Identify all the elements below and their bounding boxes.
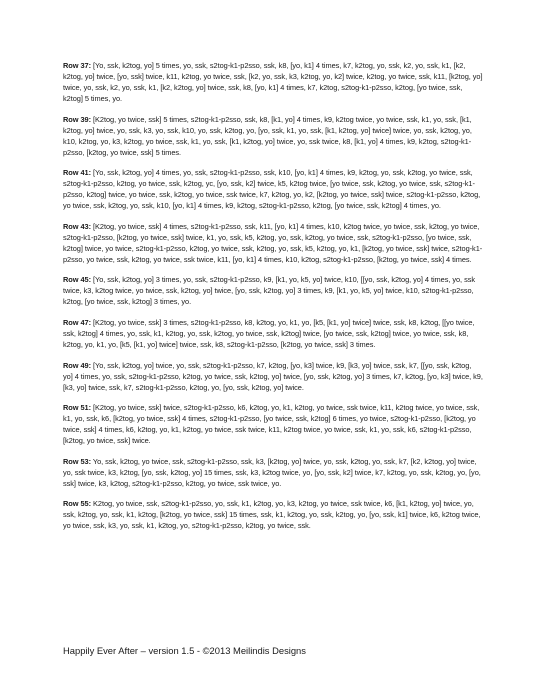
row-label: Row 47: [63, 317, 91, 327]
row-text: [Yo, ssk, k2tog, yo] 4 times, yo, ssk, s2tog-k1-p2sso, ssk, k10, [yo, k1] 4 times, k9, k2tog, yo, ssk, k2tog, yo twice, ssk, s2tog-k1-p2sso, k2tog, yo twice, ssk, k2tog, yc, [yo, ssk, k2] twice, k5, k2tog twice, [yo twice, ssk, k2tog, yo twice, ssk, s2tog-k1-p2sso, k2tog] twice, yo twice, ssk, k2tog, yo twice, ssk twice, k7, k2tog, yo, k2, [k2tog, yo twice, ssk] twice, s2tog-k1-p2sso, k2tog, yo twice, ssk, k2tog, yo, ssk, k10, [yo, k1] 4 times, k9, k2tog, s2tog-k1-p2sso, k2tog, [yo twice, ssk, k2tog] 4 times, yo. [63, 168, 481, 211]
row-text: [K2tog, yo twice, ssk] 3 times, s2tog-k1-p2sso, k8, k2tog, yo, k1, yo, [k5, [k1, yo] twice] twice, ssk, k8, k2tog, [[yo twice, ssk, k2tog] 4 times, yo, ssk, k1, k2tog, yo, ssk, k2tog, yo twice, ssk, k2tog] twice, [yo twice, ssk, k2tog] twice, yo twice, ssk, k8, k2tog, yo, k1, yo, [k5, [k1, yo] twice] twice, ssk, k8, s2tog-k1-p2sso, [k2tog, yo twice, ssk] 3 times. [63, 317, 475, 349]
row-label: Row 39: [63, 114, 91, 124]
pattern-row [63, 317, 483, 350]
pattern-row [63, 221, 483, 265]
row-text: [K2tog, yo twice, ssk] 4 times, s2tog-k1-p2sso, ssk, k11, [yo, k1] 4 times, k10, k2tog twice, yo twice, ssk, k2tog, yo twice, s2tog-k1-p2sso, [k2tog, yo twice, ssk] twice, k1, yo, ssk, k5, k2tog, yo, ssk, k2tog, yo twice, ssk, s2tog-k1-p2sso, [yo twice, ssk, k2tog] twice, yo twice, s2tog-k1-p2sso, k2tog, yo twice, ssk, k2tog, yo, ssk, k5, k2tog, yo, k1, [k2tog, yo twice, ssk] twice, s2tog-k1-p2sso, yo twice, ssk, k2tog, yo twice, ssk twice, k11, [yo, k1] 4 times, k10, k2tog, s2tog-k1-p2sso, [k2tog, yo twice, ssk] 4 times. [63, 221, 483, 264]
row-text: [K2tog, yo twice, ssk] twice, s2tog-k1-p2sso, k6, k2tog, yo, k1, k2tog, yo twice, ssk twice, k11, k2tog twice, yo twice, ssk, k1, yo, ssk, k6, [k2tog, yo twice, ssk] 4 times, s2tog-k1-p2sso, [yo twice, ssk, k2tog] 6 times, yo twice, s2tog-k1-p2sso, [k2tog, yo twice, ssk] 4 times, k6, k2tog, yo, k1, k2tog, yo twice, ssk twice, k11, k2tog twice, yo twice, ssk, k1, yo, ssk, k6, s2tog-k1-p2sso, [k2tog, yo twice, ssk] twice. [63, 403, 480, 446]
row-text: K2tog, yo twice, ssk, s2tog-k1-p2sso, yo, ssk, k1, k2tog, yo, k3, k2tog, yo twice, ssk twice, k6, [k1, k2tog, yo] twice, yo, ssk, k2tog, yo, ssk, k1, k2tog, [k2tog, yo twice, ssk] 15 times, ssk, k1, k2tog, yo, ssk, k2tog, yo, [yo, ssk, k1] twice, k6, k2tog twice, yo twice, ssk, k3, yo, ssk, k1, k2tog, yo, s2tog-k1-p2sso, k2tog, yo twice, ssk. [63, 499, 481, 531]
row-label: Row 43: [63, 221, 91, 231]
pattern-row [63, 114, 483, 158]
row-text: [Yo, ssk, k2tog, yo] 5 times, yo, ssk, s2tog-k1-p2sso, ssk, k8, [yo, k1] 4 times, k7, k2tog, yo, ssk, k2, yo, ssk, k1, [k2, k2tog, yo] twice, [yo, ssk] twice, k11, k2tog, yo twice, ssk, [k2, yo, ssk, k3, k2tog, yo, k2] twice, k2tog, yo twice, ssk, k11, [k2tog, yo] twice, yo, ssk, k2, yo, ssk, k1, [k2, k2tog, yo] twice, ssk, k8, [yo, k1] 4 times, k7, k2tog, s2tog-k1-p2sso, k2tog, [yo twice, ssk, k2tog] 5 times, yo. [63, 61, 483, 103]
row-label: Row 49: [63, 360, 91, 370]
row-label: Row 41: [63, 168, 91, 178]
pattern-row [63, 274, 483, 307]
row-label: Row 53: [63, 456, 91, 466]
row-text: [Yo, ssk, k2tog, yo] twice, yo, ssk, s2tog-k1-p2sso, k7, k2tog, [yo, k3] twice, k9, [k3, yo] twice, ssk, k7, [[yo, ssk, k2tog, yo] 4 times, yo, ssk, s2tog-k1-p2sso, k2tog, yo twice, ssk, k2tog, yo] twice, [yo, ssk, k2tog, yo] 3 times, k7, k2tog, [yo, k3] twice, k9, [k3, yo] twice, ssk, k7, s2tog-k1-p2sso, k2tog, yo, [yo, ssk, k2tog, yo] twice. [63, 360, 483, 392]
pattern-row [63, 360, 483, 393]
row-text: Yo, ssk, k2tog, yo twice, ssk, s2tog-k1-p2sso, ssk, k3, [k2tog, yo] twice, yo, ssk, k2tog, yo, ssk, k7, [k2, k2tog, yo] twice, yo, ssk twice, k3, k2tog, [yo, ssk, k2tog, yo] 15 times, ssk, k3, k2tog twice, yo, [yo, ssk, k2] twice, k7, k2tog, yo, ssk, k2tog, yo, [yo, ssk] twice, k3, k2tog, s2tog-k1-p2sso, k2tog, yo twice, ssk twice, yo. [63, 456, 481, 488]
pattern-row [63, 498, 483, 531]
pattern-row [63, 167, 483, 211]
row-label: Row 37: [63, 61, 91, 70]
page-footer: Happily Ever After – version 1.5 - ©2013 Meilindis Designs [63, 645, 306, 656]
row-text: [Yo, ssk, k2tog, yo] 3 times, yo, ssk, s2tog-k1-p2sso, k9, [k1, yo, k5, yo] twice, k10, [[yo, ssk, k2tog, yo] 4 times, yo, ssk twice, k3, k2tog twice, yo twice, ssk, k2tog, yo] twice, [yo, ssk, k2tog, yo] 3 times, k9, [k1, yo, k5, yo] twice, k10, s2tog-k1-p2sso, k2tog, [yo twice, ssk, k2tog] 3 times, yo. [63, 275, 476, 307]
pattern-row [63, 402, 483, 446]
pattern-row [63, 456, 483, 489]
row-label: Row 55: [63, 499, 91, 509]
row-text: [K2tog, yo twice, ssk] 5 times, s2tog-k1-p2sso, ssk, k8, [k1, yo] 4 times, k9, k2tog twice, yo twice, ssk, k1, yo, ssk, [k1, k2tog, yo] twice, yo, ssk, k3, yo, ssk, k10, yo, ssk, k2tog, yo, [yo, ssk, k1, yo, ssk, [k1, k2tog, yo] twice] twice, yo, ssk, k2tog, yo, k10, k2tog, yo, k3, k2tog, yo twice, ssk, k1, yo, ssk, [k1, k2tog, yo] twice, yo, ssk twice, k8, [k1, yo] 4 times, k9, k2tog, s2tog-k1-p2sso, [k2tog, yo twice, ssk] 5 times. [63, 114, 472, 157]
row-label: Row 45: [63, 275, 91, 285]
row-label: Row 51: [63, 403, 91, 413]
pattern-row [63, 60, 483, 104]
pattern-instructions [63, 60, 483, 541]
